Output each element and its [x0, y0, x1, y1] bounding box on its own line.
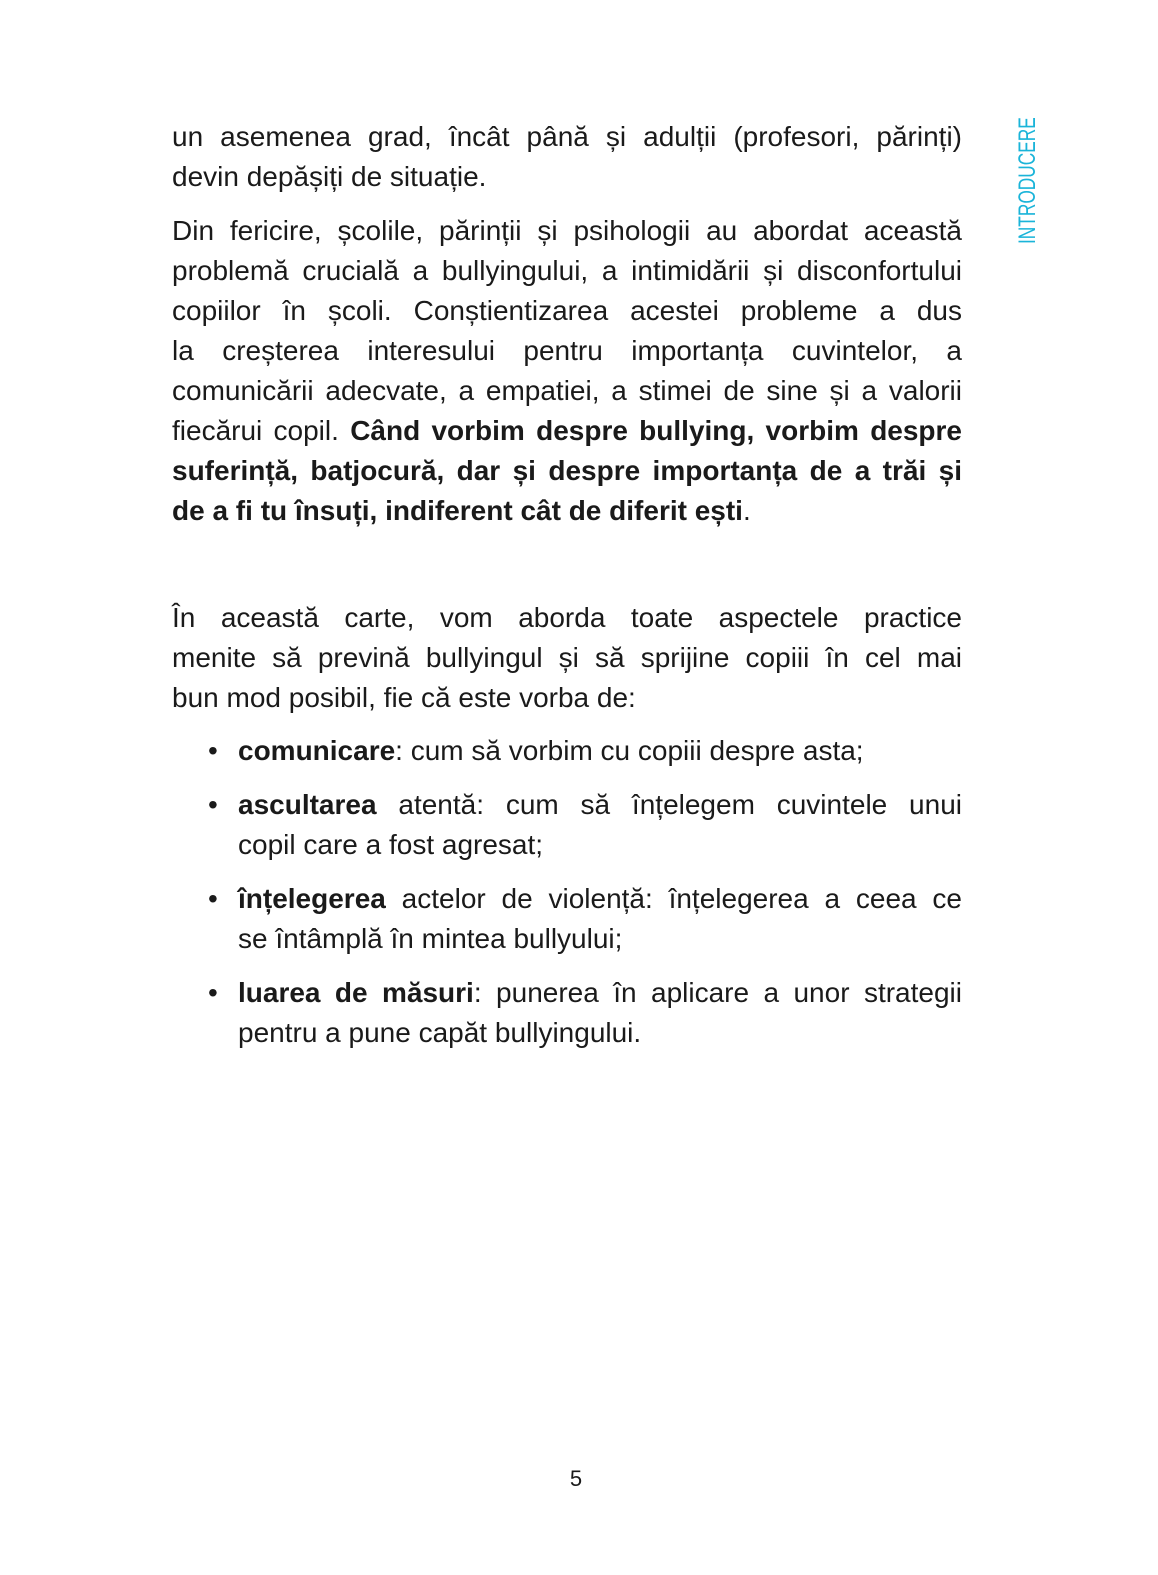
text-line	[172, 211, 962, 251]
bullet-icon: •	[208, 789, 218, 820]
text-run: la creșterea interesului pentru importanța cuvintelor, a	[172, 335, 962, 366]
bullet-icon: •	[208, 977, 218, 1008]
text-run: copil care a fost agresat;	[238, 829, 544, 860]
bullet-icon: •	[208, 735, 218, 766]
bold-text: de a fi tu însuți, indiferent cât de diferit ești	[172, 495, 743, 526]
bold-text: suferință, batjocură, dar și despre importanța de a trăi și	[172, 455, 962, 486]
text-line	[238, 731, 962, 771]
text-line	[238, 785, 962, 825]
text-line	[238, 879, 962, 919]
text-run: : punerea în aplicare a unor strategii	[473, 977, 962, 1008]
text-line	[172, 371, 962, 411]
text-line	[238, 1013, 962, 1053]
text-run: menite să prevină bullyingul și să sprijine copiii în cel mai	[172, 642, 962, 673]
bullet-icon: •	[208, 883, 218, 914]
text-run: comunicării adecvate, a empatiei, a stimei de sine și a valorii	[172, 375, 962, 406]
bold-text: luarea de măsuri	[238, 977, 474, 1008]
list-item	[172, 785, 962, 865]
text-line	[238, 825, 962, 865]
text-run: un asemenea grad, încât până și adulții (profesori, părinți)	[172, 121, 962, 152]
list-item	[172, 973, 962, 1053]
text-line	[172, 117, 962, 157]
text-run: În această carte, vom aborda toate aspectele practice	[172, 602, 962, 633]
paragraph-intro	[172, 211, 962, 531]
text-run: Din fericire, școlile, părinții și psihologii au abordat această	[172, 215, 962, 246]
bold-text: comunicare	[238, 735, 396, 766]
section-label: INTRODUCERE	[1014, 117, 1041, 244]
text-line	[238, 973, 962, 1013]
text-run: pentru a pune capăt bullyingului.	[238, 1017, 642, 1048]
text-line	[238, 919, 962, 959]
text-run: copiilor în școli. Conștientizarea acestei probleme a dus	[172, 295, 962, 326]
text-line	[172, 331, 962, 371]
text-line	[172, 411, 962, 451]
text-line	[172, 251, 962, 291]
text-run: fiecărui copil.	[172, 415, 351, 446]
bullet-list	[172, 731, 962, 1067]
text-run: problemă crucială a bullyingului, a intimidării și disconfortului	[172, 255, 962, 286]
page-number: 5	[569, 1466, 583, 1491]
text-line	[172, 291, 962, 331]
text-line	[172, 638, 962, 678]
text-line	[172, 157, 962, 197]
text-run: : cum să vorbim cu copiii despre asta;	[395, 735, 864, 766]
text-line	[172, 678, 962, 718]
text-run: atentă: cum să înțelegem cuvintele unui	[376, 789, 962, 820]
text-line	[172, 598, 962, 638]
paragraph-book-scope	[172, 598, 962, 718]
text-line	[172, 451, 962, 491]
bold-text: ascultarea	[238, 789, 377, 820]
text-run: bun mod posibil, fie că este vorba de:	[172, 682, 636, 713]
list-item	[172, 731, 962, 771]
bold-text: Când vorbim despre bullying, vorbim despre	[350, 415, 963, 446]
text-run: .	[742, 495, 751, 526]
text-line	[172, 491, 962, 531]
text-run: actelor de violență: înțelegerea a ceea ce	[385, 883, 962, 914]
text-run: devin depășiți de situație.	[172, 161, 487, 192]
bold-text: înțelegerea	[238, 883, 386, 914]
paragraph-continuation	[172, 117, 962, 197]
text-run: se întâmplă în mintea bullyului;	[238, 923, 623, 954]
list-item	[172, 879, 962, 959]
